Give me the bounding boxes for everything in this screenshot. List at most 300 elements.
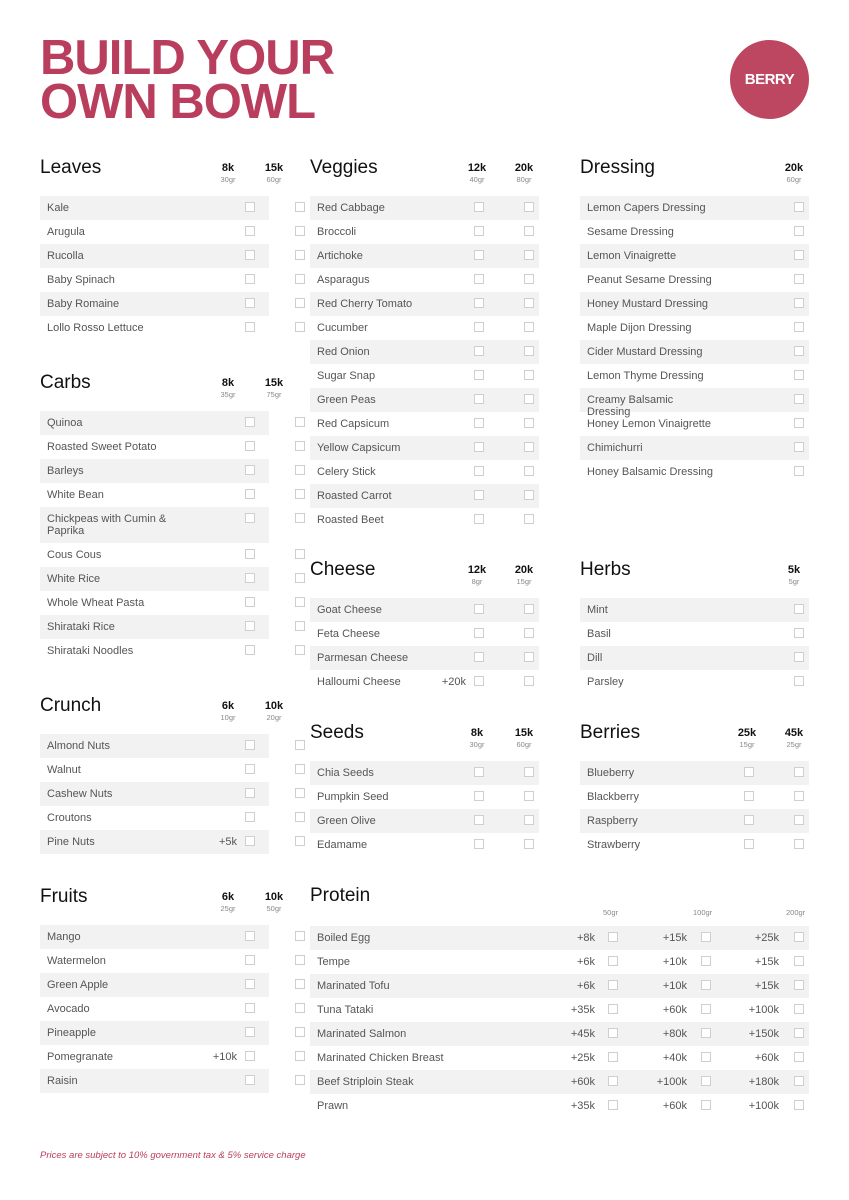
menu-item-row xyxy=(40,949,269,973)
option-checkbox[interactable] xyxy=(524,490,534,500)
option-checkbox[interactable] xyxy=(608,932,618,942)
extra-price: +5k xyxy=(218,836,237,848)
column-header xyxy=(731,727,763,750)
menu-item-row xyxy=(40,292,269,316)
protein-row xyxy=(310,926,809,950)
menu-item-row xyxy=(580,785,809,809)
column-header xyxy=(258,700,290,723)
menu-item-row xyxy=(580,761,809,785)
option-checkbox[interactable] xyxy=(295,417,305,427)
option-checkbox[interactable] xyxy=(794,1076,804,1086)
column-header xyxy=(778,727,810,750)
column-header xyxy=(461,727,493,750)
menu-item-name: Creamy Balsamic Dressing xyxy=(587,394,674,418)
option-checkbox[interactable] xyxy=(524,466,534,476)
option-checkbox[interactable] xyxy=(474,791,484,801)
extra-price: +20k xyxy=(441,676,466,688)
menu-item-row xyxy=(580,670,809,694)
column-price: 20k xyxy=(514,162,534,174)
option-checkbox[interactable] xyxy=(295,812,305,822)
menu-item-row xyxy=(310,412,539,436)
protein-price: +80k xyxy=(662,1028,687,1040)
option-checkbox[interactable] xyxy=(295,489,305,499)
option-checkbox[interactable] xyxy=(295,836,305,846)
menu-item-name: Lollo Rosso Lettuce xyxy=(47,322,144,334)
option-checkbox[interactable] xyxy=(794,442,804,452)
option-checkbox[interactable] xyxy=(474,226,484,236)
option-checkbox[interactable] xyxy=(794,839,804,849)
menu-item-name: Halloumi Cheese xyxy=(317,676,401,688)
option-checkbox[interactable] xyxy=(295,298,305,308)
menu-item-name: Walnut xyxy=(47,764,81,776)
protein-price: +40k xyxy=(662,1052,687,1064)
column-weight: 15gr xyxy=(516,577,532,586)
option-checkbox[interactable] xyxy=(608,1076,618,1086)
section-title: Cheese xyxy=(310,559,376,580)
menu-item-name: Mango xyxy=(47,931,81,943)
protein-row xyxy=(310,1094,809,1118)
option-checkbox[interactable] xyxy=(245,764,255,774)
menu-item-name: White Rice xyxy=(47,573,101,585)
menu-item-name: Boiled Egg xyxy=(317,932,371,944)
option-checkbox[interactable] xyxy=(295,573,305,583)
option-checkbox[interactable] xyxy=(474,370,484,380)
option-checkbox[interactable] xyxy=(701,1004,711,1014)
menu-item-row xyxy=(310,484,539,508)
option-checkbox[interactable] xyxy=(794,652,804,662)
protein-price: +100k xyxy=(748,1100,779,1112)
column-header xyxy=(778,162,810,185)
option-checkbox[interactable] xyxy=(245,298,255,308)
menu-item-name: Pine Nuts xyxy=(47,836,95,848)
option-checkbox[interactable] xyxy=(794,1052,804,1062)
column-price: 6k xyxy=(221,700,235,712)
section-title: Protein xyxy=(310,885,371,906)
option-checkbox[interactable] xyxy=(245,465,255,475)
menu-item-row xyxy=(310,460,539,484)
option-checkbox[interactable] xyxy=(794,676,804,686)
column-header xyxy=(508,727,540,750)
menu-item-name: Basil xyxy=(587,628,611,640)
option-checkbox[interactable] xyxy=(524,815,534,825)
column-weight: 50gr xyxy=(266,904,282,913)
option-checkbox[interactable] xyxy=(295,979,305,989)
option-checkbox[interactable] xyxy=(474,442,484,452)
option-checkbox[interactable] xyxy=(474,514,484,524)
option-checkbox[interactable] xyxy=(245,417,255,427)
option-checkbox[interactable] xyxy=(744,839,754,849)
menu-item-row xyxy=(310,244,539,268)
menu-item-name: Barleys xyxy=(47,465,84,477)
section-fruits xyxy=(40,886,284,1093)
menu-item-name: Shirataki Noodles xyxy=(47,645,134,657)
menu-item-row xyxy=(40,925,269,949)
column-header xyxy=(508,162,540,185)
menu-item-row xyxy=(580,809,809,833)
column-price: 6k xyxy=(221,891,235,903)
menu-item-row xyxy=(310,436,539,460)
title-line-2: OWN BOWL xyxy=(40,75,316,129)
menu-item-row xyxy=(310,220,539,244)
option-checkbox[interactable] xyxy=(245,489,255,499)
column-header xyxy=(461,564,493,587)
option-checkbox[interactable] xyxy=(245,812,255,822)
protein-price: +25k xyxy=(570,1052,595,1064)
menu-item-row xyxy=(40,220,269,244)
option-checkbox[interactable] xyxy=(794,394,804,404)
option-checkbox[interactable] xyxy=(524,767,534,777)
section-title: Crunch xyxy=(40,695,102,716)
option-checkbox[interactable] xyxy=(245,597,255,607)
option-checkbox[interactable] xyxy=(524,298,534,308)
column-header xyxy=(258,891,290,914)
column-price: 45k xyxy=(784,727,804,739)
column-price: 15k xyxy=(514,727,534,739)
option-checkbox[interactable] xyxy=(524,202,534,212)
option-checkbox[interactable] xyxy=(295,441,305,451)
option-checkbox[interactable] xyxy=(295,955,305,965)
option-checkbox[interactable] xyxy=(524,676,534,686)
menu-item-name: Cider Mustard Dressing xyxy=(587,346,703,358)
menu-item-name: Yellow Capsicum xyxy=(317,442,401,454)
menu-item-row xyxy=(310,292,539,316)
footer-note: Prices are subject to 10% government tax & 5% service charge xyxy=(40,1150,306,1161)
option-checkbox[interactable] xyxy=(794,418,804,428)
section-seeds xyxy=(310,723,539,857)
option-checkbox[interactable] xyxy=(794,1004,804,1014)
section-carbs xyxy=(40,372,284,663)
menu-item-name: Tuna Tataki xyxy=(317,1004,374,1016)
column-weight: 200gr xyxy=(786,908,806,917)
menu-item-name: Honey Balsamic Dressing xyxy=(587,466,713,478)
option-checkbox[interactable] xyxy=(295,621,305,631)
option-checkbox[interactable] xyxy=(245,788,255,798)
option-checkbox[interactable] xyxy=(295,645,305,655)
section-title: Seeds xyxy=(310,722,364,743)
menu-item-row xyxy=(580,364,809,388)
menu-item-name: Baby Spinach xyxy=(47,274,115,286)
option-checkbox[interactable] xyxy=(474,628,484,638)
option-checkbox[interactable] xyxy=(524,628,534,638)
column-weight: 25gr xyxy=(220,904,236,913)
option-checkbox[interactable] xyxy=(295,931,305,941)
option-checkbox[interactable] xyxy=(701,1076,711,1086)
option-checkbox[interactable] xyxy=(245,621,255,631)
option-checkbox[interactable] xyxy=(245,1075,255,1085)
column-weight: 50gr xyxy=(603,908,619,917)
option-checkbox[interactable] xyxy=(295,788,305,798)
menu-item-name: Prawn xyxy=(317,1100,349,1112)
menu-item-name: Lemon Thyme Dressing xyxy=(587,370,704,382)
option-checkbox[interactable] xyxy=(701,1028,711,1038)
option-checkbox[interactable] xyxy=(524,226,534,236)
option-checkbox[interactable] xyxy=(794,250,804,260)
option-checkbox[interactable] xyxy=(245,549,255,559)
menu-item-name: Edamame xyxy=(317,839,368,851)
option-checkbox[interactable] xyxy=(474,250,484,260)
option-checkbox[interactable] xyxy=(245,322,255,332)
option-checkbox[interactable] xyxy=(794,346,804,356)
option-checkbox[interactable] xyxy=(474,839,484,849)
menu-item-row xyxy=(40,615,269,639)
option-checkbox[interactable] xyxy=(608,956,618,966)
option-checkbox[interactable] xyxy=(474,604,484,614)
option-checkbox[interactable] xyxy=(474,346,484,356)
protein-price: +25k xyxy=(754,932,779,944)
menu-item-name: Lemon Vinaigrette xyxy=(587,250,677,262)
menu-item-row xyxy=(40,782,269,806)
menu-item-row xyxy=(40,758,269,782)
menu-item-name: Green Peas xyxy=(317,394,376,406)
column-weight: 75gr xyxy=(266,390,282,399)
menu-item-row xyxy=(310,646,539,670)
column-header xyxy=(212,700,244,723)
option-checkbox[interactable] xyxy=(245,1027,255,1037)
protein-row xyxy=(310,950,809,974)
option-checkbox[interactable] xyxy=(474,767,484,777)
option-checkbox[interactable] xyxy=(794,370,804,380)
option-checkbox[interactable] xyxy=(474,815,484,825)
section-title: Herbs xyxy=(580,559,631,580)
section-leaves xyxy=(40,157,284,340)
option-checkbox[interactable] xyxy=(794,1100,804,1110)
option-checkbox[interactable] xyxy=(524,604,534,614)
column-price: 20k xyxy=(784,162,804,174)
option-checkbox[interactable] xyxy=(245,513,255,523)
section-dressing xyxy=(580,158,809,484)
option-checkbox[interactable] xyxy=(794,980,804,990)
option-checkbox[interactable] xyxy=(744,767,754,777)
option-checkbox[interactable] xyxy=(245,274,255,284)
menu-item-name: Watermelon xyxy=(47,955,106,967)
option-checkbox[interactable] xyxy=(608,1100,618,1110)
option-checkbox[interactable] xyxy=(524,250,534,260)
menu-item-row xyxy=(310,388,539,412)
column-header xyxy=(258,377,290,400)
option-checkbox[interactable] xyxy=(245,645,255,655)
option-checkbox[interactable] xyxy=(474,676,484,686)
option-checkbox[interactable] xyxy=(245,931,255,941)
menu-item-name: Cashew Nuts xyxy=(47,788,113,800)
protein-price: +60k xyxy=(662,1100,687,1112)
option-checkbox[interactable] xyxy=(794,932,804,942)
menu-item-name: Raisin xyxy=(47,1075,78,1087)
menu-item-row xyxy=(580,316,809,340)
menu-item-row xyxy=(310,268,539,292)
option-checkbox[interactable] xyxy=(245,1003,255,1013)
option-checkbox[interactable] xyxy=(474,466,484,476)
option-checkbox[interactable] xyxy=(524,791,534,801)
menu-item-name: Raspberry xyxy=(587,815,638,827)
option-checkbox[interactable] xyxy=(794,604,804,614)
option-checkbox[interactable] xyxy=(245,441,255,451)
column-header xyxy=(778,564,810,587)
menu-item-row xyxy=(310,785,539,809)
option-checkbox[interactable] xyxy=(295,597,305,607)
option-checkbox[interactable] xyxy=(524,839,534,849)
menu-item-row xyxy=(40,316,269,340)
column-weight: 25gr xyxy=(786,740,802,749)
menu-item-name: Red Capsicum xyxy=(317,418,390,430)
option-checkbox[interactable] xyxy=(794,322,804,332)
menu-item-name: Sugar Snap xyxy=(317,370,376,382)
option-checkbox[interactable] xyxy=(245,740,255,750)
protein-price: +6k xyxy=(576,980,595,992)
column-price: 8k xyxy=(221,377,235,389)
option-checkbox[interactable] xyxy=(295,1051,305,1061)
menu-item-row xyxy=(40,411,269,435)
menu-item-name: Roasted Carrot xyxy=(317,490,392,502)
option-checkbox[interactable] xyxy=(295,1075,305,1085)
section-cheese xyxy=(310,560,539,694)
option-checkbox[interactable] xyxy=(794,956,804,966)
option-checkbox[interactable] xyxy=(608,1004,618,1014)
menu-item-row xyxy=(40,973,269,997)
column-header xyxy=(212,891,244,914)
column-price: 15k xyxy=(264,377,284,389)
option-checkbox[interactable] xyxy=(474,652,484,662)
protein-price: +45k xyxy=(570,1028,595,1040)
option-checkbox[interactable] xyxy=(295,513,305,523)
option-checkbox[interactable] xyxy=(474,202,484,212)
menu-item-row xyxy=(40,459,269,483)
option-checkbox[interactable] xyxy=(245,955,255,965)
option-checkbox[interactable] xyxy=(245,836,255,846)
option-checkbox[interactable] xyxy=(474,490,484,500)
option-checkbox[interactable] xyxy=(245,573,255,583)
option-checkbox[interactable] xyxy=(524,346,534,356)
menu-item-name: Maple Dijon Dressing xyxy=(587,322,692,334)
column-price: 20k xyxy=(514,564,534,576)
menu-item-name: Kale xyxy=(47,202,70,214)
menu-item-name: Honey Lemon Vinaigrette xyxy=(587,418,711,430)
menu-item-name: Blackberry xyxy=(587,791,639,803)
column-price: 12k xyxy=(467,162,487,174)
option-checkbox[interactable] xyxy=(295,250,305,260)
protein-price: +10k xyxy=(662,980,687,992)
menu-item-name: Pomegranate xyxy=(47,1051,114,1063)
option-checkbox[interactable] xyxy=(474,394,484,404)
option-checkbox[interactable] xyxy=(245,250,255,260)
menu-item-name: Almond Nuts xyxy=(47,740,110,752)
protein-price: +15k xyxy=(754,956,779,968)
option-checkbox[interactable] xyxy=(295,322,305,332)
option-checkbox[interactable] xyxy=(474,274,484,284)
extra-price: +10k xyxy=(212,1051,237,1063)
menu-item-name: Dill xyxy=(587,652,603,664)
menu-item-row xyxy=(40,639,269,663)
column-price: 8k xyxy=(221,162,235,174)
protein-row xyxy=(310,974,809,998)
column-weight: 60gr xyxy=(266,175,282,184)
menu-item-row xyxy=(310,622,539,646)
column-weight: 30gr xyxy=(220,175,236,184)
option-checkbox[interactable] xyxy=(524,652,534,662)
option-checkbox[interactable] xyxy=(295,764,305,774)
option-checkbox[interactable] xyxy=(524,514,534,524)
menu-item-name: Artichoke xyxy=(317,250,363,262)
option-checkbox[interactable] xyxy=(295,549,305,559)
menu-item-row xyxy=(580,460,809,484)
option-checkbox[interactable] xyxy=(701,980,711,990)
protein-row xyxy=(310,998,809,1022)
column-weight: 5gr xyxy=(788,577,800,586)
option-checkbox[interactable] xyxy=(295,226,305,236)
option-checkbox[interactable] xyxy=(608,980,618,990)
option-checkbox[interactable] xyxy=(295,740,305,750)
protein-price: +60k xyxy=(570,1076,595,1088)
option-checkbox[interactable] xyxy=(524,394,534,404)
option-checkbox[interactable] xyxy=(794,815,804,825)
section-herbs xyxy=(580,560,809,694)
option-checkbox[interactable] xyxy=(608,1052,618,1062)
protein-price: +180k xyxy=(748,1076,779,1088)
option-checkbox[interactable] xyxy=(524,442,534,452)
option-checkbox[interactable] xyxy=(701,932,711,942)
option-checkbox[interactable] xyxy=(245,979,255,989)
option-checkbox[interactable] xyxy=(794,226,804,236)
protein-price: +60k xyxy=(662,1004,687,1016)
option-checkbox[interactable] xyxy=(794,791,804,801)
option-checkbox[interactable] xyxy=(524,274,534,284)
option-checkbox[interactable] xyxy=(295,274,305,284)
option-checkbox[interactable] xyxy=(701,1100,711,1110)
option-checkbox[interactable] xyxy=(245,226,255,236)
option-checkbox[interactable] xyxy=(474,418,484,428)
section-berries xyxy=(580,723,809,857)
option-checkbox[interactable] xyxy=(794,767,804,777)
protein-price: +6k xyxy=(576,956,595,968)
protein-price: +15k xyxy=(662,932,687,944)
protein-price: +150k xyxy=(748,1028,779,1040)
menu-item-row xyxy=(310,809,539,833)
option-checkbox[interactable] xyxy=(794,1028,804,1038)
option-checkbox[interactable] xyxy=(701,1052,711,1062)
option-checkbox[interactable] xyxy=(794,274,804,284)
section-title: Berries xyxy=(580,722,641,743)
option-checkbox[interactable] xyxy=(701,956,711,966)
protein-price: +35k xyxy=(570,1004,595,1016)
menu-item-row xyxy=(580,598,809,622)
brand-badge: BERRY xyxy=(730,40,809,119)
option-checkbox[interactable] xyxy=(295,202,305,212)
option-checkbox[interactable] xyxy=(524,370,534,380)
menu-item-name: Baby Romaine xyxy=(47,298,120,310)
option-checkbox[interactable] xyxy=(794,628,804,638)
protein-row xyxy=(310,1046,809,1070)
option-checkbox[interactable] xyxy=(524,322,534,332)
option-checkbox[interactable] xyxy=(608,1028,618,1038)
option-checkbox[interactable] xyxy=(245,202,255,212)
menu-item-row xyxy=(580,436,809,460)
option-checkbox[interactable] xyxy=(295,465,305,475)
menu-item-name: Chickpeas with Cumin & Paprika xyxy=(47,513,167,537)
option-checkbox[interactable] xyxy=(474,298,484,308)
option-checkbox[interactable] xyxy=(744,815,754,825)
option-checkbox[interactable] xyxy=(744,791,754,801)
menu-item-name: Whole Wheat Pasta xyxy=(47,597,145,609)
option-checkbox[interactable] xyxy=(474,322,484,332)
option-checkbox[interactable] xyxy=(295,1027,305,1037)
option-checkbox[interactable] xyxy=(794,298,804,308)
option-checkbox[interactable] xyxy=(794,466,804,476)
option-checkbox[interactable] xyxy=(245,1051,255,1061)
option-checkbox[interactable] xyxy=(295,1003,305,1013)
menu-item-row xyxy=(580,622,809,646)
option-checkbox[interactable] xyxy=(524,418,534,428)
menu-item-name: Mint xyxy=(587,604,608,616)
option-checkbox[interactable] xyxy=(794,202,804,212)
